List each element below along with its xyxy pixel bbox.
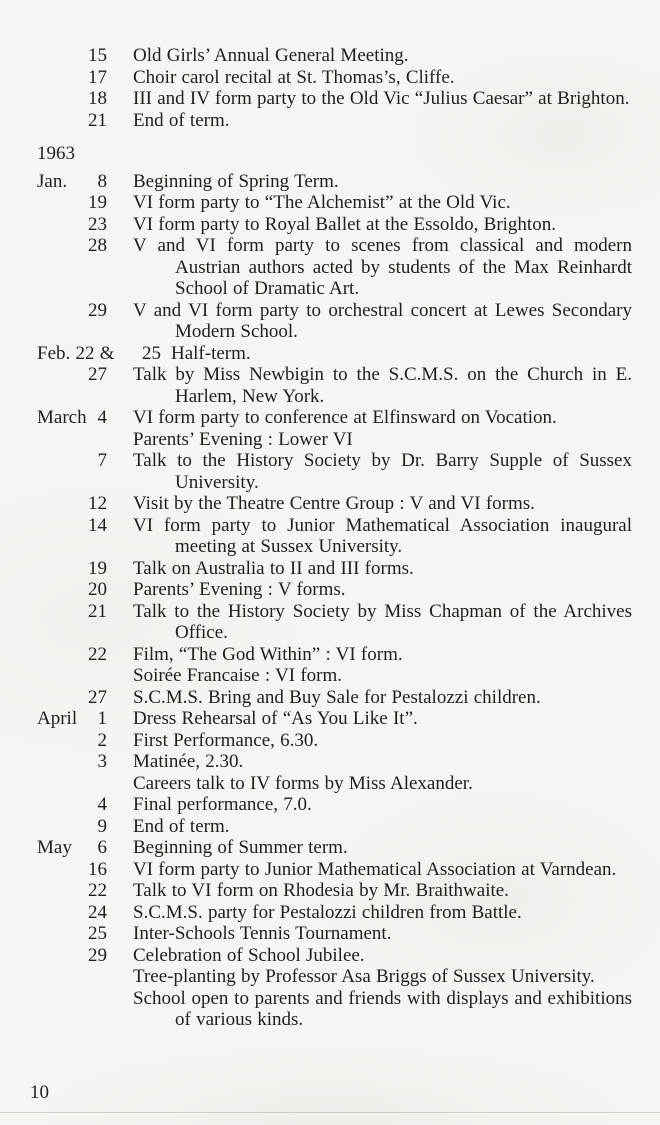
calendar-entry	[37, 67, 632, 89]
entry-text	[133, 558, 632, 580]
entry-text	[133, 493, 632, 515]
entry-month-label	[37, 45, 85, 67]
calendar-entry	[37, 945, 632, 1031]
entry-day-number: 22	[88, 643, 107, 665]
entry-text-line: Soirée Francaise : VI form.	[133, 665, 343, 686]
calendar-entry	[37, 902, 632, 924]
entry-day-number: 21	[88, 109, 107, 131]
entry-month-label	[37, 67, 85, 89]
entry-text-line: Celebration of School Jubilee.	[133, 944, 365, 966]
entry-day-number: 7	[97, 450, 107, 471]
entry-text	[133, 816, 632, 838]
entry-text	[133, 67, 632, 89]
entry-text-line: School open to parents and friends with displays and exhibitions of various kinds.	[133, 987, 632, 1030]
entry-text-line: VI form party to Junior Mathematical Association at Varndean.	[133, 858, 617, 880]
entry-text	[133, 192, 632, 214]
entry-text	[133, 880, 632, 902]
entry-text-line: Talk on Australia to II and III forms.	[133, 557, 414, 579]
calendar-entry	[37, 558, 632, 580]
entry-text-line: Old Girls’ Annual General Meeting.	[133, 45, 409, 66]
entry-text	[133, 923, 632, 945]
entry-day-number: 15	[88, 45, 107, 66]
calendar-entry	[37, 45, 632, 67]
entry-text-line: End of term.	[133, 815, 230, 837]
calendar-entry	[37, 171, 632, 193]
entry-month-label	[37, 923, 85, 945]
entry-month-label	[37, 88, 85, 110]
entry-month-label: Feb. 22 &	[37, 342, 115, 364]
entry-text-line: Matinée, 2.30.	[133, 751, 244, 772]
entry-day-number: 6	[97, 837, 107, 858]
entry-text	[133, 300, 632, 343]
entry-text	[133, 515, 632, 558]
calendar-entry	[37, 515, 632, 558]
entry-month-label	[37, 300, 85, 343]
calendar-entry	[37, 343, 632, 365]
entry-day-number: 3	[97, 751, 107, 772]
calendar-entry	[37, 708, 632, 730]
calendar-entry	[37, 88, 632, 110]
page-number: 10	[30, 1082, 49, 1103]
entry-text-line: Film, “The God Within” : VI form.	[133, 643, 403, 665]
entry-text	[133, 364, 632, 407]
entry-text	[133, 794, 632, 816]
entry-text-line: First Performance, 6.30.	[133, 729, 319, 751]
calendar-entry	[37, 794, 632, 816]
entry-month-label: March	[37, 407, 87, 428]
entry-text-line: Choir carol recital at St. Thomas’s, Cliffe.	[133, 66, 455, 88]
entry-day-number: 24	[88, 901, 107, 923]
calendar-entry	[37, 407, 632, 450]
entry-month-label	[37, 880, 85, 902]
calendar-entry	[37, 751, 632, 794]
entry-text	[133, 730, 632, 752]
entry-text	[133, 945, 632, 1031]
entry-day-number: 16	[88, 858, 107, 880]
entry-text-line: Final performance, 7.0.	[133, 794, 312, 815]
entry-text	[133, 751, 632, 794]
entry-text	[133, 214, 632, 236]
entry-text	[133, 171, 632, 193]
entry-text	[133, 579, 632, 601]
entry-day-number: 28	[88, 235, 107, 256]
entry-day-number: 2	[97, 729, 107, 751]
year-heading: 1963	[37, 143, 75, 164]
entry-month-label	[37, 110, 85, 132]
entry-day-number: 20	[88, 579, 107, 600]
entry-day-number: 27	[88, 364, 107, 385]
entry-text-line: Dress Rehearsal of “As You Like It”.	[133, 708, 418, 729]
entry-text-line: Half-term.	[171, 342, 251, 364]
entry-day-number: 27	[88, 686, 107, 708]
entry-month-label	[37, 794, 85, 816]
calendar-entry	[37, 235, 632, 300]
entry-month-label	[37, 558, 85, 580]
entry-month-label	[37, 192, 85, 214]
calendar-entry	[37, 214, 632, 236]
entry-month-label	[37, 450, 85, 493]
entry-text	[133, 859, 632, 881]
entry-day-number: 17	[88, 66, 107, 88]
entry-month-label	[37, 816, 85, 838]
entry-month-label	[37, 945, 85, 1031]
entry-text-line: V and VI form party to orchestral concert at Lewes Secondary Modern School.	[133, 299, 632, 342]
entry-day-number: 18	[88, 88, 107, 109]
entry-text-line: Talk by Miss Newbigin to the S.C.M.S. on the Church in E. Harlem, New York.	[133, 364, 632, 407]
entry-text-line: Talk to the History Society by Miss Chapman of the Archives Office.	[133, 600, 632, 643]
entry-text	[133, 902, 632, 924]
entry-day-number: 12	[88, 493, 107, 514]
entry-text	[133, 88, 632, 110]
entry-month-label	[37, 364, 85, 407]
entry-text	[133, 837, 632, 859]
entry-day-number: 29	[88, 299, 107, 321]
calendar-entry	[37, 923, 632, 945]
entry-text	[133, 110, 632, 132]
entry-day-number: 29	[88, 944, 107, 966]
entry-day-number: 19	[88, 557, 107, 579]
entry-month-label	[37, 902, 85, 924]
entry-day-number: 23	[88, 213, 107, 235]
entry-text	[171, 343, 632, 365]
entry-text-line: End of term.	[133, 109, 230, 131]
entry-day-number: 8	[97, 170, 107, 192]
calendar-entry	[37, 192, 632, 214]
entry-text	[133, 235, 632, 300]
entry-month-label	[37, 751, 85, 794]
entry-text-line: V and VI form party to scenes from classical and modern Austrian authors acted by students of the Max Reinhardt School of Dramatic Art.	[133, 235, 632, 299]
entry-text-line: Parents’ Evening : V forms.	[133, 579, 346, 600]
entry-text-line: VI form party to “The Alchemist” at the Old Vic.	[133, 192, 511, 213]
entry-text-line: VI form party to conference at Elfinsward on Vocation.	[133, 407, 557, 428]
entry-text	[133, 407, 632, 450]
entry-month-label: May	[37, 837, 72, 858]
calendar-entry	[37, 601, 632, 644]
entry-month-label: April	[37, 708, 78, 729]
calendar-entry	[37, 837, 632, 859]
entry-month-label	[37, 601, 85, 644]
entry-text	[133, 708, 632, 730]
entry-text-line: III and IV form party to the Old Vic “Julius Caesar” at Brighton.	[133, 88, 630, 109]
entry-month-label	[37, 235, 85, 300]
entry-text-line: Talk to the History Society by Dr. Barry Supple of Sussex University.	[133, 450, 632, 493]
calendar-entry	[37, 880, 632, 902]
entry-text-line: VI form party to Royal Ballet at the Essoldo, Brighton.	[133, 213, 556, 235]
entry-month-label	[37, 859, 85, 881]
calendar-entry	[37, 110, 632, 132]
entry-month-label	[37, 214, 85, 236]
entry-text-line: S.C.M.S. party for Pestalozzi children from Battle.	[133, 901, 522, 923]
entry-day-number: 9	[97, 815, 107, 837]
entry-day-number: 21	[88, 600, 107, 622]
entry-day-number: 4	[97, 407, 107, 428]
entry-month-label	[37, 644, 85, 687]
entry-text-line: Visit by the Theatre Centre Group : V and VI forms.	[133, 493, 535, 514]
calendar-entry	[37, 816, 632, 838]
entry-text-line: Talk to VI form on Rhodesia by Mr. Braithwaite.	[133, 880, 509, 901]
entry-text	[133, 45, 632, 67]
entry-day-number: 25	[88, 923, 107, 944]
calendar-entry	[37, 450, 632, 493]
entry-day-number: 1	[97, 708, 107, 729]
scan-artifact-line	[0, 1112, 660, 1113]
entry-month-label	[37, 687, 85, 709]
entry-month-label	[37, 493, 85, 515]
calendar-entry	[37, 493, 632, 515]
entry-text-line: S.C.M.S. Bring and Buy Sale for Pestalozzi children.	[133, 686, 541, 708]
entry-text-line: Tree-planting by Professor Asa Briggs of Sussex University.	[133, 966, 595, 987]
entry-text-line: Careers talk to IV forms by Miss Alexander.	[133, 772, 473, 794]
entry-text	[133, 687, 632, 709]
entry-text	[133, 450, 632, 493]
entry-day-number: 4	[97, 794, 107, 815]
calendar-entry	[37, 364, 632, 407]
entry-month-label	[37, 730, 85, 752]
calendar-entry	[37, 644, 632, 687]
entry-text	[133, 644, 632, 687]
calendar-entry	[37, 859, 632, 881]
entry-text-line: Beginning of Spring Term.	[133, 170, 339, 192]
entry-month-label: Jan.	[37, 170, 68, 192]
calendar-entry	[37, 300, 632, 343]
calendar-entry	[37, 730, 632, 752]
entry-day-number: 19	[88, 192, 107, 213]
entry-text-line: VI form party to Junior Mathematical Association inaugural meeting at Sussex University.	[133, 514, 632, 557]
entry-month-label	[37, 515, 85, 558]
entry-text-line: Inter-Schools Tennis Tournament.	[133, 923, 392, 944]
entry-day-number: 25	[142, 342, 161, 364]
calendar-entry	[37, 687, 632, 709]
entry-day-number: 22	[88, 880, 107, 901]
entry-text-line: Beginning of Summer term.	[133, 837, 348, 858]
calendar-entry	[37, 579, 632, 601]
entry-day-number: 14	[88, 514, 107, 536]
entry-text	[133, 601, 632, 644]
entry-month-label	[37, 579, 85, 601]
entry-text-line: Parents’ Evening : Lower VI	[133, 428, 353, 450]
